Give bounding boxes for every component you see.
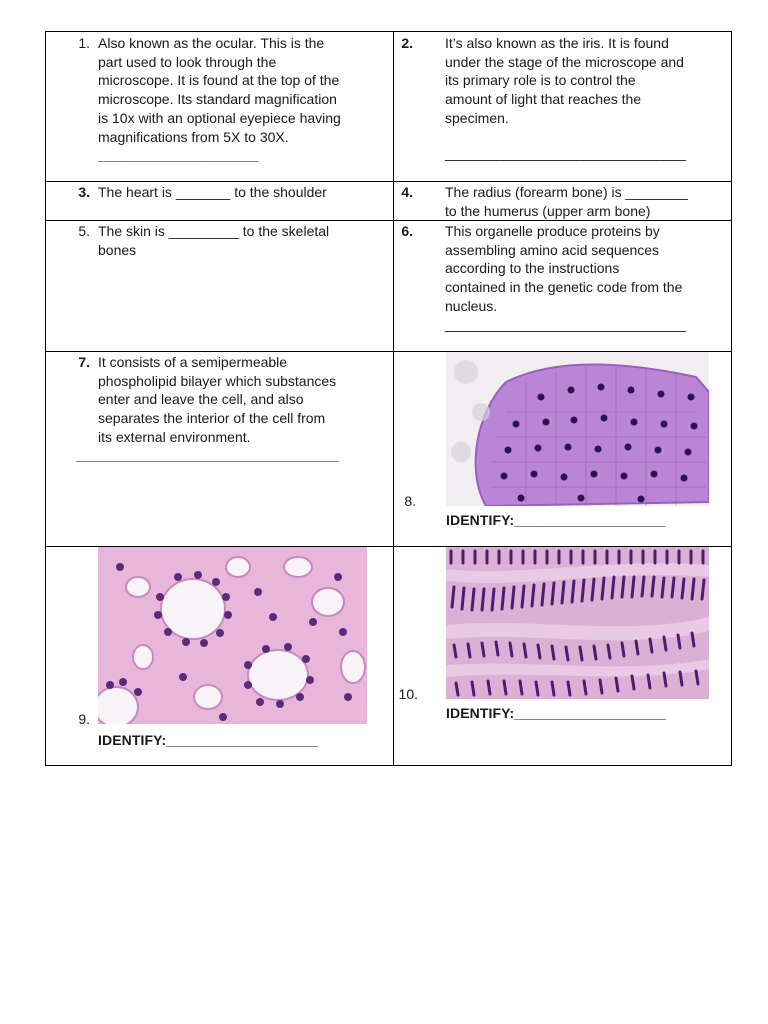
question-text-line: is 10x with an optional eyepiece having [98, 109, 341, 126]
question-number: 10. [398, 686, 418, 702]
question-text-line: according to the instructions [445, 260, 620, 277]
question-10-cell [394, 547, 732, 766]
micrograph-image [98, 547, 367, 724]
question-text-line: amount of light that reaches the [445, 91, 642, 108]
question-text-line: under the stage of the microscope and [445, 53, 684, 70]
question-number: 3. [78, 184, 90, 200]
question-text-line: separates the interior of the cell from [98, 410, 326, 427]
question-8-cell [394, 352, 732, 546]
answer-blank[interactable]: _________________________________ [445, 145, 686, 161]
question-text-line: part used to look through the [98, 53, 277, 70]
answer-blank[interactable]: _________________________________ [445, 316, 686, 332]
question-text-line: enter and leave the cell, and also [98, 391, 304, 408]
identify-label: IDENTIFY: [446, 512, 515, 528]
question-text-line: It consists of a semipermeable [98, 354, 288, 370]
question-text-line: The radius (forearm bone) is ________ [445, 184, 688, 200]
question-text-line: This organelle produce proteins by [445, 223, 660, 239]
question-text-line: its primary role is to control the [445, 72, 636, 89]
question-text-line: its external environment. [98, 428, 251, 445]
question-number: 4. [401, 184, 413, 200]
epithelial-cells-micrograph-icon [446, 352, 709, 506]
question-text-line: phospholipid bilayer which substances [98, 372, 337, 389]
identify-label: IDENTIFY: [98, 732, 167, 748]
question-5-cell [46, 221, 393, 351]
question-text-line: to the humerus (upper arm bone) [445, 202, 651, 219]
micrograph-image [446, 352, 709, 506]
question-text-line: assembling amino acid sequences [445, 241, 660, 258]
identify-label: IDENTIFY: [446, 705, 515, 721]
question-number: 6. [401, 223, 413, 239]
question-text-line: Also known as the ocular. This is the [98, 35, 325, 51]
identify-blank[interactable]: _____________________ [166, 732, 318, 748]
question-1-cell [46, 32, 393, 181]
glandular-tissue-micrograph-icon [98, 547, 367, 724]
question-3-cell [46, 182, 393, 220]
worksheet-table [45, 31, 732, 766]
identify-prompt [98, 731, 317, 750]
answer-blank[interactable]: ____________________________________ [76, 447, 339, 463]
question-text-line: The skin is _________ to the skeletal [98, 223, 330, 239]
question-text-line: nucleus. [445, 297, 498, 314]
question-text-line: contained in the genetic code from the [445, 279, 683, 296]
identify-prompt [446, 704, 665, 723]
question-4-cell [394, 182, 732, 220]
question-text-line: The heart is _______ to the shoulder [98, 184, 327, 200]
micrograph-image [446, 547, 709, 699]
question-text-line: specimen. [445, 109, 509, 126]
question-number: 8. [404, 493, 416, 509]
question-9-cell [46, 547, 393, 766]
identify-prompt [446, 511, 665, 530]
answer-blank[interactable]: ______________________ [98, 147, 259, 163]
question-number: 2. [401, 35, 413, 51]
question-number: 7. [78, 354, 90, 370]
question-text-line: microscope. Its standard magnification [98, 91, 337, 108]
question-text-line: microscope. It is found at the top of the [98, 72, 340, 89]
question-number: 1. [78, 35, 90, 51]
question-text-line: It’s also known as the iris. It is found [445, 35, 669, 51]
question-number: 9. [78, 711, 90, 727]
question-2-cell [394, 32, 732, 181]
question-7-cell [46, 352, 393, 546]
identify-blank[interactable]: _____________________ [514, 705, 666, 721]
question-text-line: magnifications from 5X to 30X. [98, 128, 289, 145]
question-number: 5. [78, 223, 90, 239]
columnar-epithelium-micrograph-icon [446, 547, 709, 699]
identify-blank[interactable]: _____________________ [514, 512, 666, 528]
question-text-line: bones [98, 241, 137, 258]
question-6-cell [394, 221, 732, 351]
